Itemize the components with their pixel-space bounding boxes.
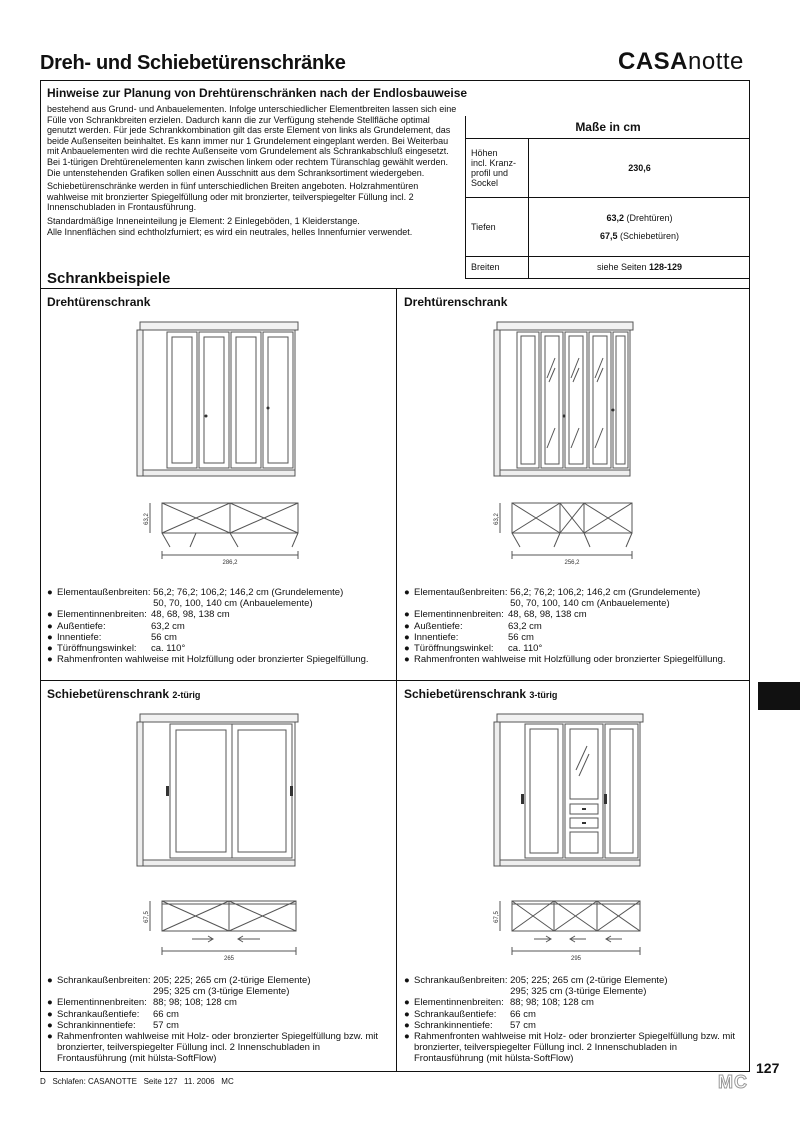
spec-key: Rahmenfronten wahlweise mit Holz- oder bronzierter Spiegelfüllung bzw. mit bronzierter, teilverspiegelter Füllung incl. 2 Innenschubladen in Frontausführung (mit hülsta-SoftFlow) xyxy=(57,1031,379,1065)
depth-label: 63,2 xyxy=(144,513,150,525)
panel-title xyxy=(404,687,557,701)
spec-item xyxy=(47,609,392,620)
spec-value xyxy=(153,975,310,997)
bullet-icon: ● xyxy=(47,654,53,666)
measures-value-bold: 128-129 xyxy=(649,262,683,273)
spec-item xyxy=(404,1020,749,1031)
bullet-icon: ● xyxy=(404,654,410,666)
spec-list xyxy=(404,975,749,1065)
bullet-icon: ● xyxy=(47,643,53,655)
spec-item xyxy=(404,621,749,632)
spec-value xyxy=(510,975,667,997)
measures-label: Tiefen xyxy=(466,197,529,256)
spec-item xyxy=(404,587,749,609)
panel-title xyxy=(47,687,200,701)
knob-icon xyxy=(205,415,208,418)
panel-title-sub: 3-türig xyxy=(529,690,558,700)
spec-key: Schrankaußentiefe: xyxy=(414,1008,497,1020)
measures-value-bold: 67,5 xyxy=(599,230,618,241)
spec-value-line: 56,2; 76,2; 106,2; 146,2 cm (Grundelemente) xyxy=(510,587,701,598)
bullet-icon: ● xyxy=(404,975,410,986)
divider-middle xyxy=(40,680,750,681)
logo-light: notte xyxy=(688,48,744,75)
knob-icon xyxy=(267,407,270,410)
spec-value: 66 cm xyxy=(153,1008,179,1020)
panel-title xyxy=(404,295,507,309)
bullet-icon: ● xyxy=(47,1019,53,1031)
spec-key: Elementinnenbreiten: xyxy=(57,997,147,1009)
spec-item xyxy=(47,621,392,632)
handle-icon xyxy=(604,794,607,804)
spec-item xyxy=(404,997,749,1008)
bullet-icon: ● xyxy=(404,1019,410,1031)
measures-value xyxy=(529,256,751,278)
spec-item xyxy=(404,975,749,997)
spec-value: 63,2 cm xyxy=(151,620,185,632)
width-label: 265 xyxy=(223,956,235,962)
spec-value: 56 cm xyxy=(151,631,177,643)
handle-icon xyxy=(166,786,169,796)
spec-value: 63,2 cm xyxy=(508,620,542,632)
wardrobe-drawing xyxy=(130,318,305,480)
spec-value xyxy=(153,587,343,609)
measures-value xyxy=(529,138,751,197)
watermark: MC xyxy=(718,1072,748,1092)
spec-key: Schrankinnentiefe: xyxy=(414,1019,493,1031)
bullet-icon: ● xyxy=(404,1008,410,1020)
bullet-icon: ● xyxy=(404,997,410,1009)
spec-key: Außentiefe: xyxy=(57,620,106,632)
spec-value: 57 cm xyxy=(153,1019,179,1031)
spec-value-line: 50, 70, 100, 140 cm (Anbauelemente) xyxy=(510,598,670,610)
spec-key: Außentiefe: xyxy=(414,620,463,632)
spec-list xyxy=(404,587,749,665)
spec-item xyxy=(47,654,392,665)
spec-value xyxy=(510,587,700,609)
intro-heading: Hinweise zur Planung von Drehtürenschränken nach der Endlosbauweise xyxy=(47,86,468,100)
footer-text: D Schlafen: CASANOTTE Seite 127 11. 2006 MC xyxy=(40,1077,234,1086)
bullet-icon: ● xyxy=(404,609,410,621)
spec-value: 48, 68, 98, 138 cm xyxy=(508,609,587,621)
spec-value: 57 cm xyxy=(510,1019,536,1031)
spec-item xyxy=(47,1031,392,1065)
floorplan-drawing xyxy=(110,495,310,575)
spec-key: Schrankaußentiefe: xyxy=(57,1008,140,1020)
spec-value-line: 295; 325 cm (3-türige Elemente) xyxy=(153,986,290,998)
spec-key: Schrankaußenbreiten: xyxy=(57,975,151,986)
panel-title-text: Drehtürenschrank xyxy=(47,295,151,309)
bullet-icon: ● xyxy=(47,631,53,643)
spec-value: 56 cm xyxy=(508,631,534,643)
bullet-icon: ● xyxy=(404,587,410,598)
bullet-icon: ● xyxy=(47,620,53,632)
bullet-icon: ● xyxy=(47,997,53,1009)
logo-bold: CASA xyxy=(618,48,689,75)
spec-item xyxy=(404,643,749,654)
panel-title xyxy=(47,295,150,309)
knob-icon xyxy=(563,415,566,418)
spec-value: ca. 110° xyxy=(508,643,543,655)
spec-key: Rahmenfronten wahlweise mit Holzfüllung oder bronzierter Spiegelfüllung. xyxy=(57,654,369,666)
handle-icon xyxy=(290,786,293,796)
spec-key: Türöffnungswinkel: xyxy=(57,643,137,655)
spec-key: Schrankinnentiefe: xyxy=(57,1019,136,1031)
page-title: Dreh- und Schiebetürenschränke xyxy=(40,52,346,74)
bullet-icon: ● xyxy=(47,1031,53,1043)
spec-value-line: 50, 70, 100, 140 cm (Anbauelemente) xyxy=(153,598,313,610)
depth-label: 67,5 xyxy=(144,911,150,923)
spec-item xyxy=(47,632,392,643)
spec-item xyxy=(47,975,392,997)
bullet-icon: ● xyxy=(404,643,410,655)
bullet-icon: ● xyxy=(47,587,53,598)
spec-key: Elementaußenbreiten: xyxy=(57,587,151,598)
divider-top xyxy=(40,288,750,289)
spec-key: Rahmenfronten wahlweise mit Holzfüllung oder bronzierter Spiegelfüllung. xyxy=(414,654,726,666)
spec-value: ca. 110° xyxy=(151,643,186,655)
panel-title-text: Schiebetürenschrank xyxy=(404,687,527,701)
floorplan-drawing xyxy=(460,893,660,968)
measures-value-text: (Schiebetüren) xyxy=(617,230,680,241)
floorplan-drawing xyxy=(110,893,310,968)
spec-value-line: 205; 225; 265 cm (2-türige Elemente) xyxy=(510,975,668,986)
width-label: 286,2 xyxy=(222,560,238,566)
spec-value: 48, 68, 98, 138 cm xyxy=(151,609,230,621)
bullet-icon: ● xyxy=(404,1031,410,1043)
spec-value: 88; 98; 108; 128 cm xyxy=(510,997,594,1009)
spec-item xyxy=(404,1031,749,1065)
brand-logo xyxy=(618,48,744,76)
bullet-icon: ● xyxy=(404,631,410,643)
spec-item xyxy=(404,1009,749,1020)
spec-list xyxy=(47,587,392,665)
spec-list xyxy=(47,975,392,1065)
spec-key: Rahmenfronten wahlweise mit Holz- oder bronzierter Spiegelfüllung bzw. mit bronzierter, teilverspiegelter Füllung incl. 2 Innenschubladen in Frontausführung (mit hülsta-SoftFlow) xyxy=(414,1031,736,1065)
intro-paragraph: Standardmäßige Inneneinteilung je Element: 2 Einlegeböden, 1 Kleiderstange. Alle Innenflächen sind echtholzfurniert; es wird ein neutrales, helles Innenfurnier verwendet. xyxy=(47,215,413,237)
drawer-pull-icon xyxy=(582,808,586,810)
depth-label: 67,5 xyxy=(494,911,500,923)
knob-icon xyxy=(612,409,615,412)
spec-value: 88; 98; 108; 128 cm xyxy=(153,997,237,1009)
page-number: 127 xyxy=(756,1060,780,1076)
spec-item xyxy=(404,632,749,643)
panel-title-text: Drehtürenschrank xyxy=(404,295,508,309)
intro-text xyxy=(47,104,459,240)
intro-paragraph: bestehend aus Grund- und Anbauelementen. Infolge unterschiedlicher Elementbreiten lassen sich eine Fülle von Schrankbreiten erzielen. Dadurch kann die zur Verfügung stehende Stellfläche optimal genutzt werden. Für jede Schrankkombination gilt das erste Element von links als Grundelement, das beide Außenseiten beinhaltet. Es kann immer nur 1 Grundelement eingeplant werden. Bei Weiterbau mit Anbauelementen wird die rechte Außenseite vom Grundelement als Schrankabschluß eingesetzt. Bei 1-türigen Drehtürenelementen kann zwischen linkem oder rechtem Türanschlag gewählt werden. Die untenstehenden Grafiken sollen einen Ausschnitt aus dem Schranksortiment wiedergeben. xyxy=(47,104,457,178)
spec-key: Elementinnenbreiten: xyxy=(57,609,147,621)
spec-key: Elementinnenbreiten: xyxy=(414,609,504,621)
spec-item xyxy=(47,587,392,609)
chapter-tab xyxy=(758,682,800,710)
measures-header: Maße in cm xyxy=(466,116,751,138)
spec-key: Türöffnungswinkel: xyxy=(414,643,494,655)
spec-item xyxy=(47,997,392,1008)
spec-item xyxy=(47,1020,392,1031)
bullet-icon: ● xyxy=(47,1008,53,1020)
spec-key: Elementaußenbreiten: xyxy=(414,587,508,598)
measures-label: Höhen incl. Kranz- profil und Sockel xyxy=(466,138,529,197)
spec-value: 66 cm xyxy=(510,1008,536,1020)
spec-key: Schrankaußenbreiten: xyxy=(414,975,508,986)
bullet-icon: ● xyxy=(47,609,53,621)
spec-item xyxy=(47,643,392,654)
wardrobe-drawing xyxy=(487,318,637,480)
measures-value-bold: 230,6 xyxy=(628,162,651,173)
measures-table xyxy=(465,116,750,279)
handle-icon xyxy=(521,794,524,804)
spec-value-line: 56,2; 76,2; 106,2; 146,2 cm (Grundelemente) xyxy=(153,587,344,598)
wardrobe-drawing xyxy=(130,710,305,870)
drawer-pull-icon xyxy=(582,822,586,824)
measures-value-text: siehe Seiten xyxy=(596,262,649,273)
spec-key: Elementinnenbreiten: xyxy=(414,997,504,1009)
spec-value-line: 205; 225; 265 cm (2-türige Elemente) xyxy=(153,975,311,986)
measures-value xyxy=(529,197,751,256)
bullet-icon: ● xyxy=(404,620,410,632)
intro-paragraph: Schiebetürenschränke werden in fünf unterschiedlichen Breiten angeboten. Holzrahmentüren wahlweise mit bronzierter Spiegelfüllung oder mit bronzierter, teilverspiegelter Füllung incl. 2 Innenschubladen in Frontausführung. xyxy=(47,181,419,213)
measures-value-bold: 63,2 xyxy=(606,212,624,223)
wardrobe-drawing xyxy=(487,710,647,870)
floorplan-drawing xyxy=(460,495,660,575)
spec-key: Innentiefe: xyxy=(414,631,459,643)
depth-label: 63,2 xyxy=(494,513,500,525)
spec-item xyxy=(47,1009,392,1020)
divider-vertical xyxy=(396,288,397,1072)
section-title: Schrankbeispiele xyxy=(47,270,171,287)
panel-title-sub: 2-türig xyxy=(172,690,201,700)
spec-value-line: 295; 325 cm (3-türige Elemente) xyxy=(510,986,647,998)
measures-label: Breiten xyxy=(466,256,529,278)
spec-item xyxy=(404,654,749,665)
spec-item xyxy=(404,609,749,620)
width-label: 256,2 xyxy=(564,560,580,566)
bullet-icon: ● xyxy=(47,975,53,986)
measures-value-text: (Drehtüren) xyxy=(624,212,673,223)
spec-key: Innentiefe: xyxy=(57,631,102,643)
width-label: 295 xyxy=(570,956,582,962)
panel-title-text: Schiebetürenschrank xyxy=(47,687,170,701)
